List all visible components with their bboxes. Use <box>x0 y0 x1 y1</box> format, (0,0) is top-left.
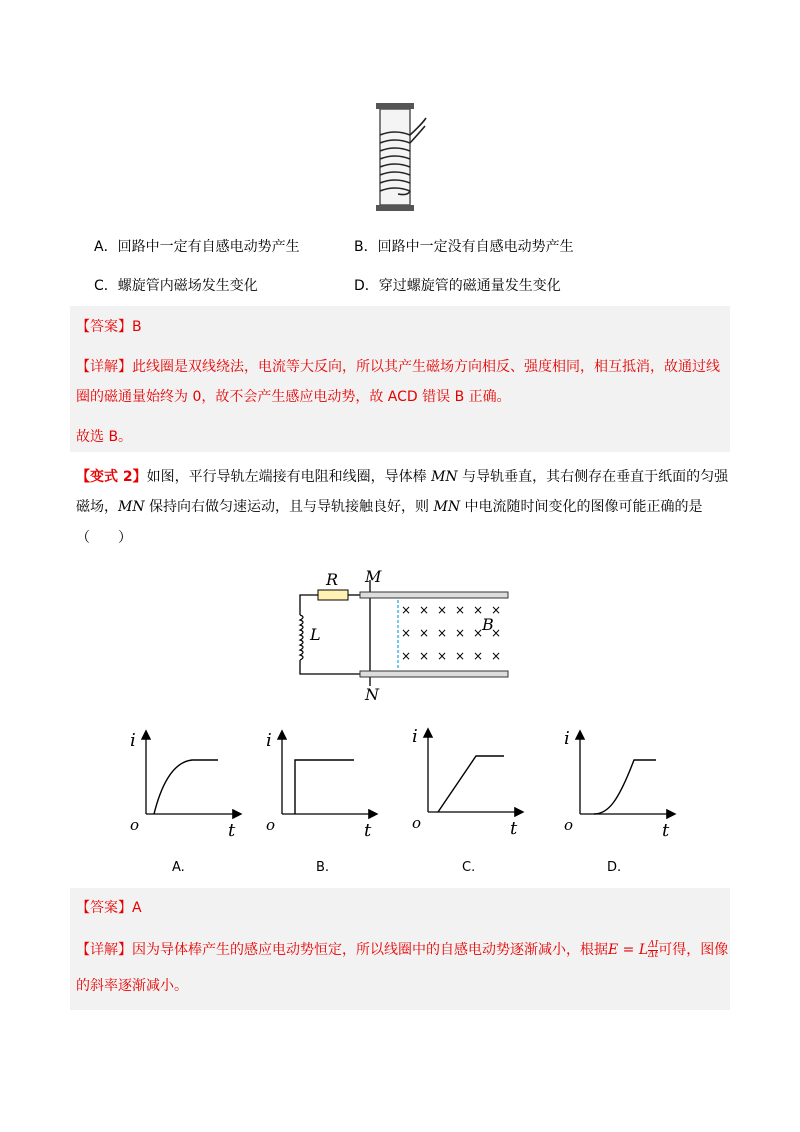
graph-b <box>258 722 388 842</box>
b-field-cross: × <box>400 649 412 663</box>
y-axis-label: i <box>266 730 272 751</box>
answer-value: B <box>132 319 142 335</box>
y-axis-label: i <box>130 730 136 751</box>
detail-formula-tail: 可得，图像 <box>658 942 729 958</box>
b-field-cross: × <box>472 626 484 640</box>
detail-tag: 【详解】 <box>76 942 132 958</box>
b-field-cross: × <box>400 626 412 640</box>
rail-top <box>360 592 508 598</box>
point-m-label: M <box>365 567 382 586</box>
detail-tag: 【详解】 <box>76 359 132 375</box>
origin-label: o <box>130 816 140 834</box>
question-text-2c: 中电流随时间变化的图像可能正确的是 <box>460 499 703 515</box>
b-field-cross: × <box>454 603 466 617</box>
b-field-cross: × <box>490 649 502 663</box>
b-field-cross: × <box>418 603 430 617</box>
detail-line-2: 圈的磁通量始终为 0，故不会产生感应电动势，故 ACD 错误 B 正确。 <box>76 389 511 405</box>
x-axis-label: t <box>662 820 670 841</box>
variant-tag: 【变式 2】 <box>76 469 147 485</box>
formula <box>608 939 659 960</box>
graph-label-b: B. <box>316 860 330 875</box>
resistor-label: R <box>326 570 339 589</box>
formula-lhs: E = L <box>608 942 649 958</box>
option-d: D．穿过螺旋管的磁通量发生变化 <box>354 278 561 294</box>
graph-label-a: A. <box>172 860 185 875</box>
x-axis-label: t <box>364 820 372 841</box>
b-field-cross: × <box>418 649 430 663</box>
graph-d <box>556 722 686 842</box>
question-text-1b: 与导轨垂直，其右侧存在垂直于纸面的匀强 <box>457 469 729 485</box>
question-text-1a: 如图，平行导轨左端接有电阻和线圈，导体棒 <box>146 469 432 485</box>
b-field-cross: × <box>454 626 466 640</box>
answer-tag: 【答案】 <box>76 900 132 916</box>
formula-denominator: Δt <box>648 949 659 960</box>
answer-tag: 【答案】 <box>76 319 132 335</box>
b-field-cross: × <box>418 626 430 640</box>
x-axis-label: t <box>228 820 236 841</box>
b-field-cross: × <box>436 626 448 640</box>
graph-label-d: D. <box>607 860 622 875</box>
y-axis-label: i <box>412 726 418 747</box>
mn-label: MN <box>118 499 145 515</box>
inductor-label: L <box>310 625 321 644</box>
graph-c <box>404 720 534 840</box>
detail-line-1: 此线圈是双线绕法，电流等大反向，所以其产生磁场方向相反、强度相同，相互抵消，故通过线 <box>132 359 720 375</box>
answer-value: A <box>132 900 142 916</box>
question-line-2 <box>76 497 736 517</box>
origin-label: o <box>412 814 422 832</box>
inductor-coil <box>300 615 303 660</box>
detail-line-2: 的斜率逐渐减小。 <box>76 978 188 994</box>
solenoid-figure <box>368 100 428 216</box>
b-field-cross: × <box>436 603 448 617</box>
detail-line-3: 故选 B。 <box>76 429 133 445</box>
b-field-cross: × <box>454 649 466 663</box>
mn-label: MN <box>433 499 461 515</box>
question-line-3: （ ） <box>76 530 132 546</box>
field-b-label: B <box>482 615 494 634</box>
question-text-2a: 磁场， <box>76 499 118 515</box>
resistor <box>318 590 348 600</box>
option-a: A．回路中一定有自感电动势产生 <box>94 239 300 255</box>
current-curve <box>295 760 354 814</box>
b-field-cross: × <box>490 603 502 617</box>
circuit-diagram <box>290 560 520 705</box>
graph-label-c: C. <box>462 860 476 875</box>
question-text-2b: 保持向右做匀速运动，且与导轨接触良好，则 <box>144 499 434 515</box>
x-axis-label: t <box>510 818 518 839</box>
rail-bottom <box>360 671 508 677</box>
b-field-cross: × <box>472 649 484 663</box>
origin-label: o <box>266 816 276 834</box>
mn-label: MN <box>431 469 458 485</box>
b-field-cross: × <box>490 626 502 640</box>
origin-label: o <box>564 816 574 834</box>
b-field-cross: × <box>436 649 448 663</box>
b-field-cross: × <box>472 603 484 617</box>
point-n-label: N <box>365 685 379 704</box>
graph-a <box>122 722 252 842</box>
formula-numerator: ΔI <box>648 939 659 950</box>
option-b: B．回路中一定没有自感电动势产生 <box>354 239 574 255</box>
answer-box-2 <box>70 888 730 1010</box>
y-axis-label: i <box>564 728 570 749</box>
current-curve <box>438 756 504 812</box>
question-line-1 <box>76 467 736 487</box>
b-field-cross: × <box>400 603 412 617</box>
option-c: C．螺旋管内磁场发生变化 <box>94 278 258 294</box>
current-curve <box>154 760 218 814</box>
answer-box-1 <box>70 306 730 452</box>
detail-line-1: 因为导体棒产生的感应电动势恒定，所以线圈中的自感电动势逐渐减小，根据 <box>132 942 608 958</box>
current-curve <box>594 760 656 814</box>
